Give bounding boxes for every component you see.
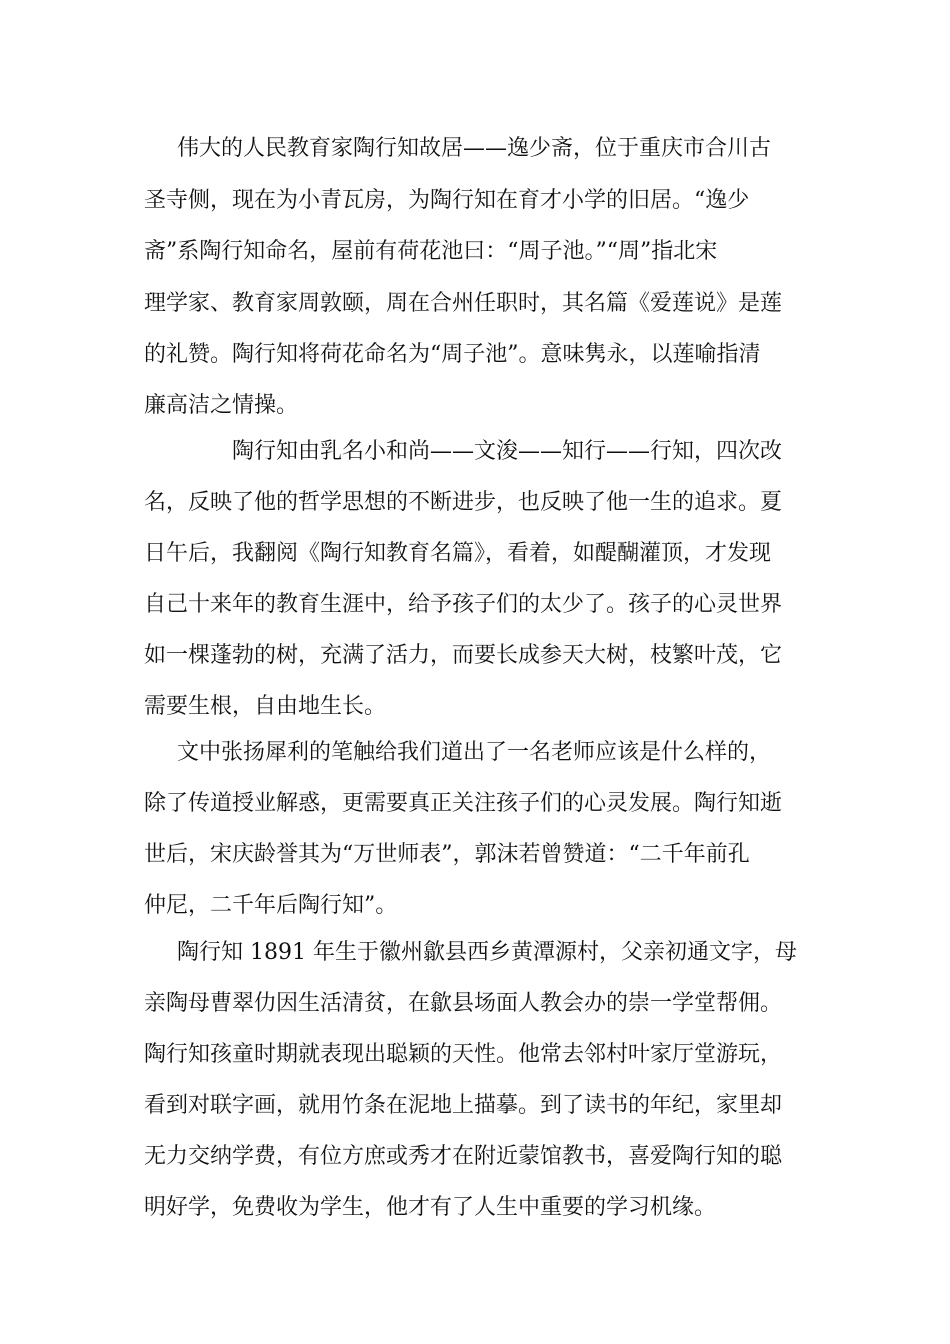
text-line: 如一棵蓬勃的树，充满了活力，而要长成参天大树，枝繁叶茂，它 <box>144 643 783 668</box>
text-line: 看到对联字画，就用竹条在泥地上描摹。到了读书的年纪，家里却 <box>144 1093 783 1118</box>
text-line: 理学家、教育家周敦颐，周在合州任职时，其名篇《爱莲说》是莲 <box>144 291 783 316</box>
text-line: 自己十来年的教育生涯中，给予孩子们的太少了。孩子的心灵世界 <box>144 592 783 617</box>
text-line: 斋”系陶行知命名，屋前有荷花池曰：“周子池。”“周”指北宋 <box>144 239 718 264</box>
text-line: 廉高洁之情操。 <box>144 393 299 418</box>
text-line: 无力交纳学费，有位方庶或秀才在附近蒙馆教书，喜爱陶行知的聪 <box>144 1144 783 1169</box>
text-line: 的礼赞。陶行知将荷花命名为“周子池”。意味隽永，以莲喻指清 <box>144 342 761 367</box>
text-line: 圣寺侧，现在为小青瓦房，为陶行知在育才小学的旧居。“逸少 <box>144 188 750 213</box>
text-line: 除了传道授业解惑，更需要真正关注孩子们的心灵发展。陶行知逝 <box>144 791 783 816</box>
text-line: 陶行知 1891 年生于徽州歙县西乡黄潭源村，父亲初通文字，母 <box>177 940 797 965</box>
text-line: 文中张扬犀利的笔触给我们道出了一名老师应该是什么样的， <box>177 740 772 765</box>
text-line: 陶行知孩童时期就表现出聪颖的天性。他常去邻村叶家厅堂游玩， <box>144 1042 783 1067</box>
text-line: 仲尼，二千年后陶行知”。 <box>144 893 398 918</box>
text-line: 日午后，我翻阅《陶行知教育名篇》，看着，如醍醐灌顶，才发现 <box>144 541 772 566</box>
text-line: 陶行知由乳名小和尚——文浚——知行——行知，四次改 <box>232 439 783 464</box>
text-line: 名，反映了他的哲学思想的不断进步，也反映了他一生的追求。夏 <box>144 490 783 515</box>
text-line: 世后，宋庆龄誉其为“万世师表”，郭沫若曾赞道：“二千年前孔 <box>144 842 750 867</box>
text-line: 亲陶母曹翠仂因生活清贫，在歙县场面人教会办的崇一学堂帮佣。 <box>144 991 783 1016</box>
text-line: 伟大的人民教育家陶行知故居——逸少斋，位于重庆市合川古 <box>177 136 772 161</box>
text-line: 明好学，免费收为学生，他才有了人生中重要的学习机缘。 <box>144 1195 717 1220</box>
text-line: 需要生根，自由地生长。 <box>144 694 387 719</box>
